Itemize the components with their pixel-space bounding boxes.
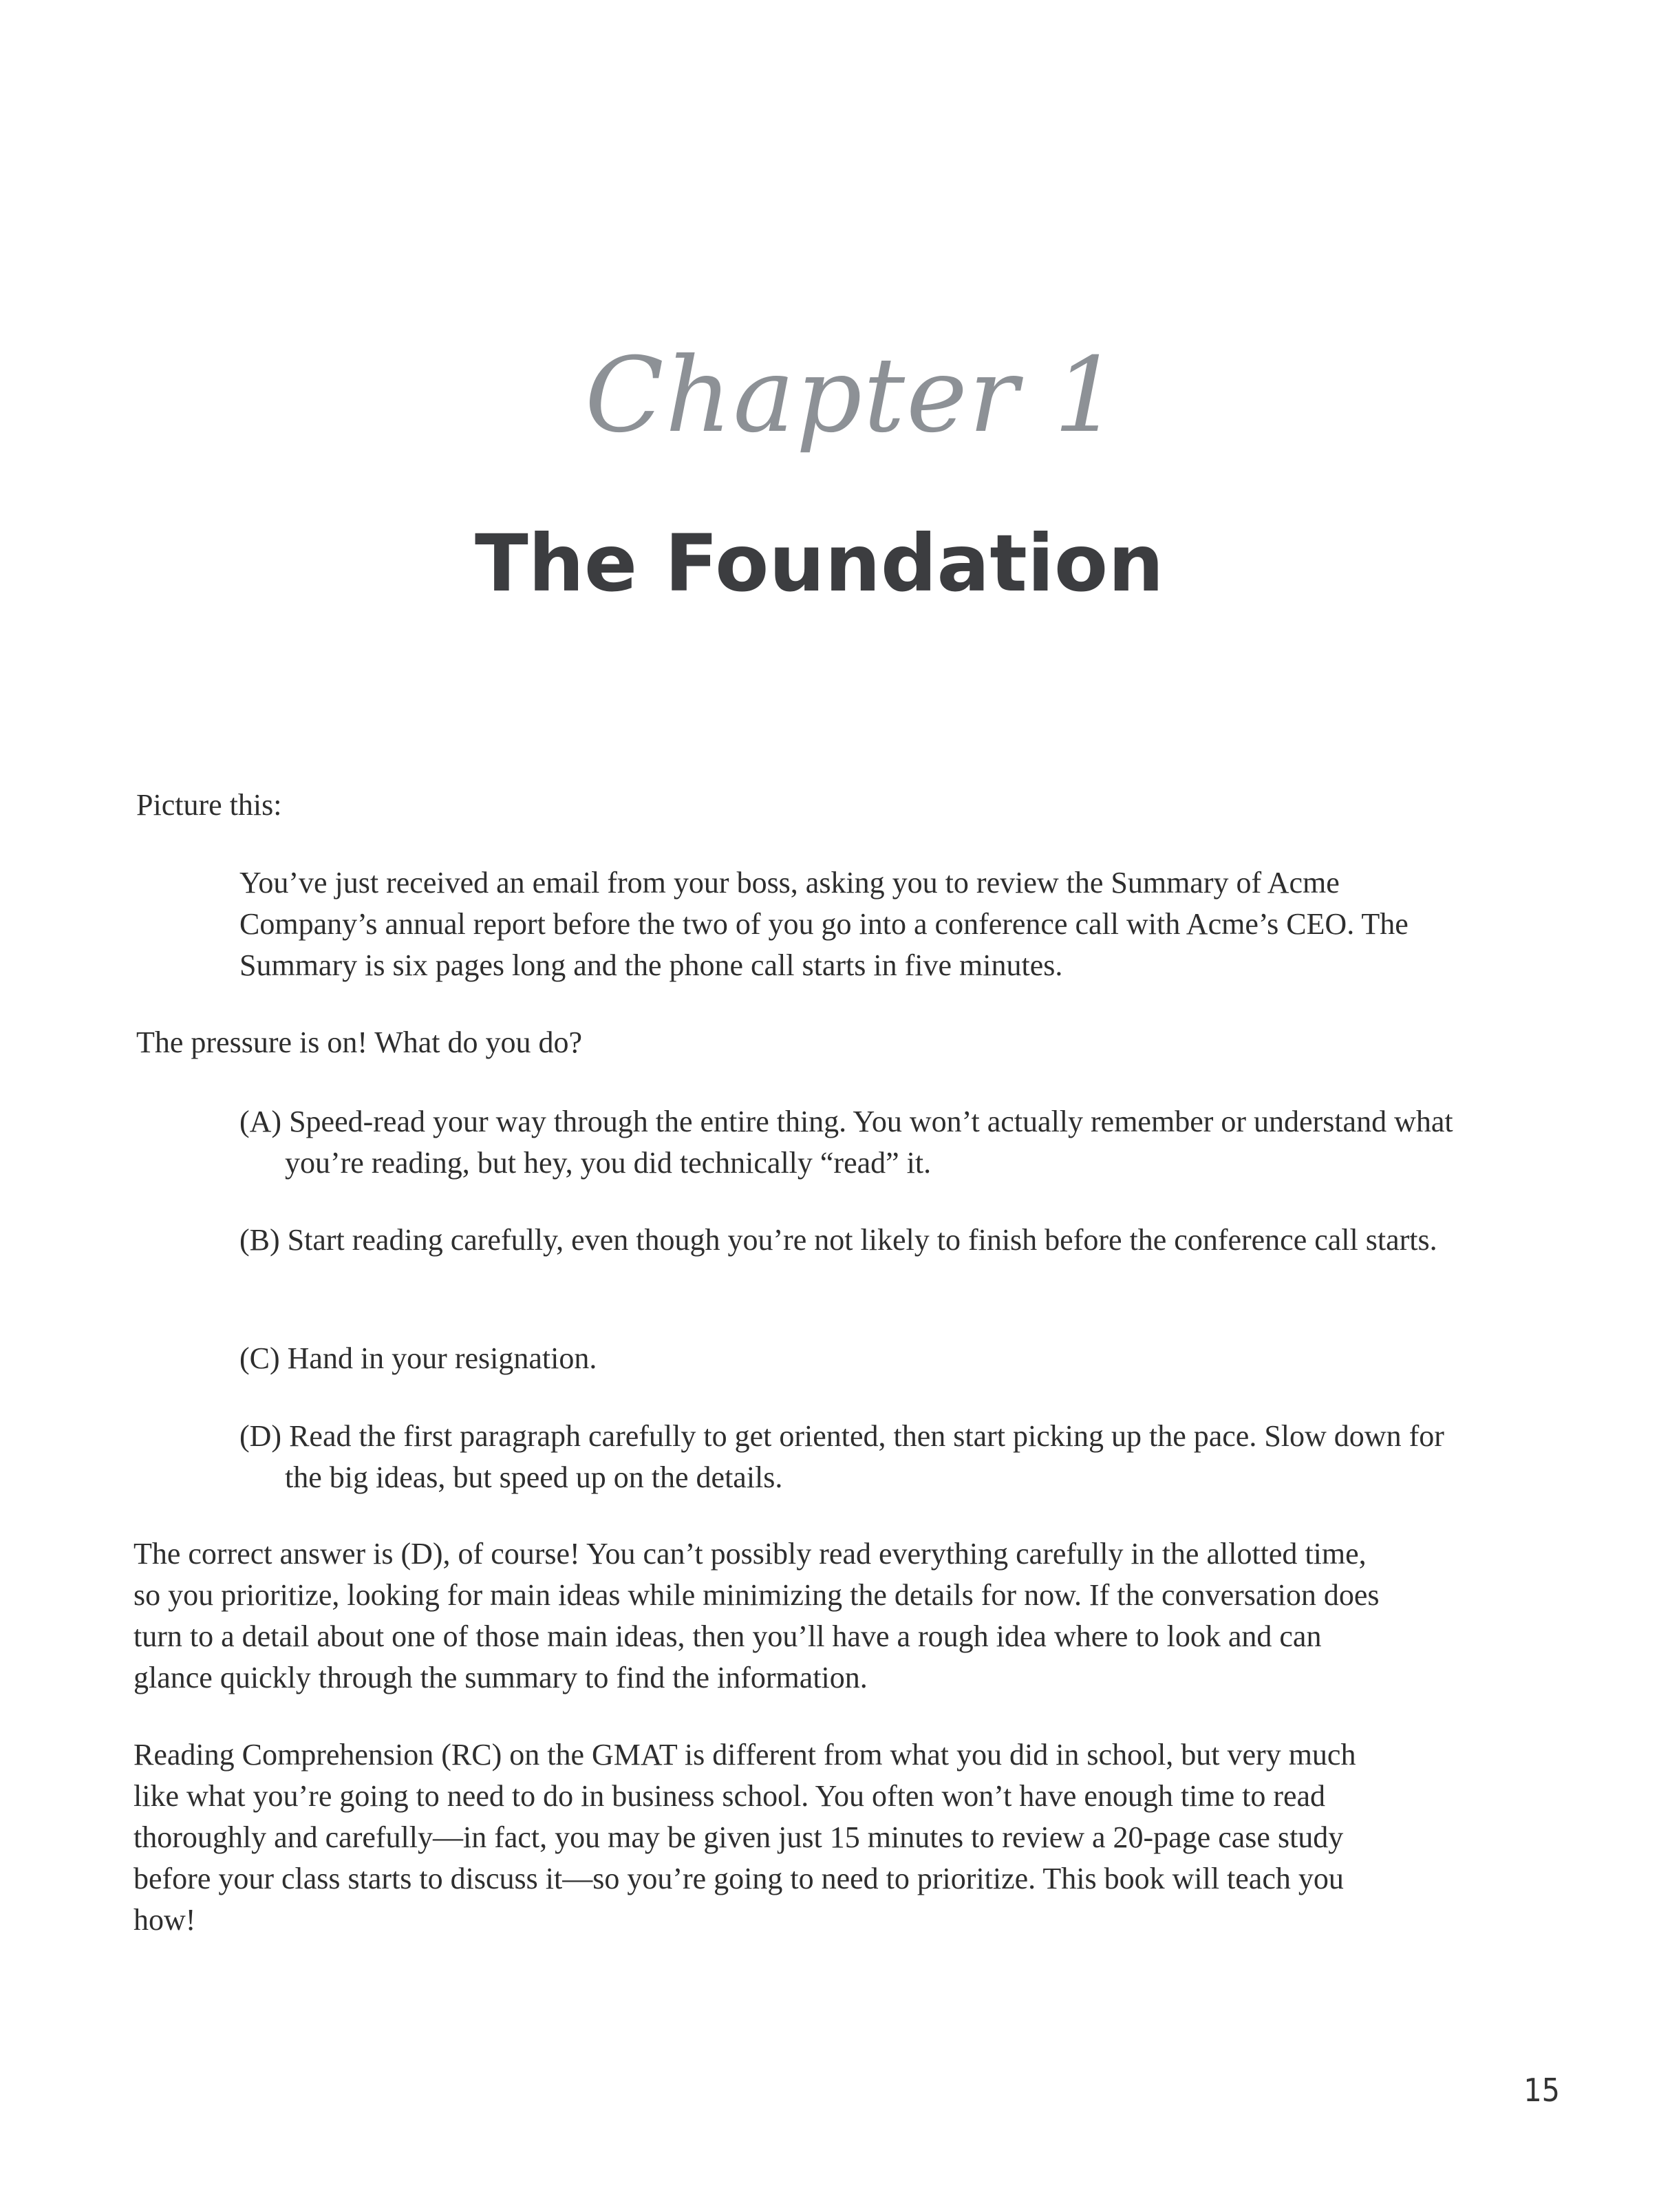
chapter-title: The Foundation [475,518,1164,609]
answer-paragraph: The correct answer is (D), of course! You can’t possibly read everything carefully in the allotted time, so you prioritize, looking for main ideas while minimizing the details for now. If the conversation does turn to a detail about one of those main ideas, then you’ll have a rough idea where to look and can glance quickly through the summary to find the information. [133,1537,1380,1694]
page-number: 15 [1523,2072,1560,2109]
option-c: (C) Hand in your resignation. [239,1341,597,1375]
pressure-question: The pressure is on! What do you do? [136,1025,583,1059]
scenario-paragraph: You’ve just received an email from your boss, asking you to review the Summary of Acme Company’s annual report before the two of you go into a conference call with Acme’s CEO. The Summary is six pages long and the phone call starts in five minutes. [239,866,1409,982]
option-b: (B) Start reading carefully, even though you’re not likely to finish before the conference call starts. [239,1223,1437,1257]
option-d: (D) Read the first paragraph carefully to get oriented, then start picking up the pace. Slow down for the big ideas, but speed up on the details. [239,1419,1444,1494]
chapter-label: Chapter 1 [585,336,1121,456]
rc-paragraph: Reading Comprehension (RC) on the GMAT is different from what you did in school, but very much like what you’re going to need to do in business school. You often won’t have enough time to read thoroughly and carefully—in fact, you may be given just 15 minutes to review a 20-page case study before your class starts to discuss it—so you’re going to need to prioritize. This book will teach you how! [133,1738,1356,1937]
intro-text: Picture this: [136,788,282,822]
option-a: (A) Speed-read your way through the entire thing. You won’t actually remember or understand what you’re reading, but hey, you did technically “read” it. [239,1105,1453,1180]
